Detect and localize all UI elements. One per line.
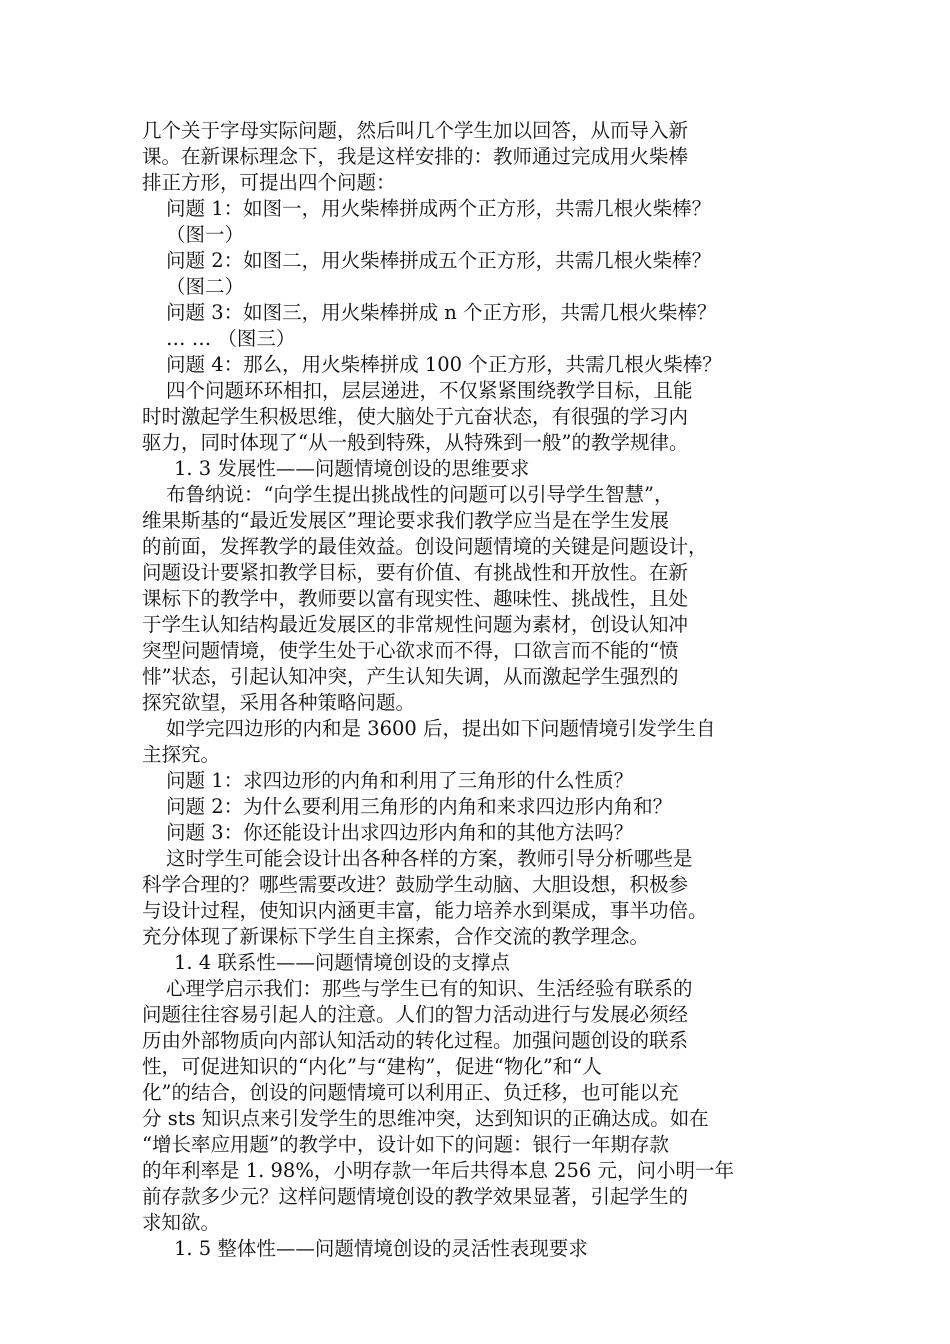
paragraph-line: 分 sts 知识点来引发学生的思维冲突，达到知识的正确达成。如在	[142, 1107, 709, 1130]
paragraph-line: 布鲁纳说：“向学生提出挑战性的问题可以引导学生智慧”，	[166, 483, 674, 506]
paragraph-line: 四个问题环环相扣，层层递进，不仅紧紧围绕教学目标，且能	[166, 379, 693, 402]
paragraph-line: 的前面，发挥教学的最佳效益。创设问题情境的关键是问题设计，	[142, 535, 708, 558]
paragraph-line: 心理学启示我们：那些与学生已有的知识、生活经验有联系的	[166, 977, 693, 1000]
question-line: 问题 2：如图二，用火柴棒拼成五个正方形，共需几根火柴棒？	[166, 249, 712, 272]
paragraph-line: 课标下的教学中，教师要以富有现实性、趣味性、挑战性，且处	[142, 587, 689, 610]
figure-caption: （图二）	[166, 275, 245, 298]
paragraph-line: 悱”状态，引起认知冲突，产生认知失调，从而激起学生强烈的	[142, 665, 679, 688]
question-line: 问题 1：如图一，用火柴棒拼成两个正方形，共需几根火柴棒？	[166, 197, 712, 220]
paragraph-line: 课。在新课标理念下，我是这样安排的：教师通过完成用火柴棒	[142, 145, 689, 168]
figure-caption: （图一）	[166, 223, 245, 246]
paragraph-line: 突型问题情境，使学生处于心欲求而不得，口欲言而不能的“愤	[142, 639, 679, 662]
paragraph-line: “增长率应用题”的教学中，设计如下的问题：银行一年期存款	[142, 1133, 669, 1156]
section-heading: 1. 4 联系性——问题情境创设的支撑点	[174, 951, 510, 974]
paragraph-line: 时时激起学生积极思维，使大脑处于亢奋状态，有很强的学习内	[142, 405, 689, 428]
section-heading: 1. 3 发展性——问题情境创设的思维要求	[174, 457, 530, 480]
paragraph-line: 于学生认知结构最近发展区的非常规性问题为素材，创设认知冲	[142, 613, 689, 636]
question-line: 问题 3：你还能设计出求四边形内角和的其他方法吗？	[166, 821, 634, 844]
question-line: 问题 2：为什么要利用三角形的内角和来求四边形内角和？	[166, 795, 673, 818]
paragraph-line: 主探究。	[142, 743, 221, 766]
paragraph-line: 问题往往容易引起人的注意。人们的智力活动进行与发展必须经	[142, 1003, 689, 1026]
paragraph-line: 驱力，同时体现了“从一般到特殊，从特殊到一般”的教学规律。	[142, 431, 689, 454]
paragraph-line: 排正方形，可提出四个问题：	[142, 171, 396, 194]
paragraph-line: 性，可促进知识的“内化”与“建构”，促进“物化”和“人	[142, 1055, 602, 1078]
figure-caption: … … （图三）	[166, 327, 296, 350]
paragraph-line: 充分体现了新课标下学生自主探索，合作交流的教学理念。	[142, 925, 650, 948]
paragraph-line: 化”的结合，创设的问题情境可以利用正、负迁移，也可能以充	[142, 1081, 679, 1104]
paragraph-line: 这时学生可能会设计出各种各样的方案，教师引导分析哪些是	[166, 847, 693, 870]
paragraph-line: 问题设计要紧扣教学目标，要有价值、有挑战性和开放性。在新	[142, 561, 689, 584]
question-line: 问题 3：如图三，用火柴棒拼成 n 个正方形，共需几根火柴棒？	[166, 301, 717, 324]
paragraph-line: 科学合理的？哪些需要改进？鼓励学生动脑、大胆设想，积极参	[142, 873, 689, 896]
paragraph-line: 几个关于字母实际问题，然后叫几个学生加以回答，从而导入新	[142, 119, 689, 142]
paragraph-line: 求知欲。	[142, 1211, 221, 1234]
paragraph-line: 探究欲望，采用各种策略问题。	[142, 691, 416, 714]
paragraph-line: 的年利率是 1. 98%，小明存款一年后共得本息 256 元，问小明一年	[142, 1159, 734, 1182]
document-body	[142, 118, 802, 1262]
paragraph-line: 维果斯基的“最近发展区”理论要求我们教学应当是在学生发展	[142, 509, 669, 532]
question-line: 问题 1：求四边形的内角和利用了三角形的什么性质？	[166, 769, 634, 792]
paragraph-line: 与设计过程，使知识内涵更丰富，能力培养水到渠成，事半功倍。	[142, 899, 708, 922]
paragraph-line: 前存款多少元？这样问题情境创设的教学效果显著，引起学生的	[142, 1185, 689, 1208]
paragraph-line: 如学完四边形的内和是 3600 后，提出如下问题情境引发学生自	[166, 717, 716, 740]
section-heading: 1. 5 整体性——问题情境创设的灵活性表现要求	[174, 1237, 588, 1260]
question-line: 问题 4：那么，用火柴棒拼成 100 个正方形，共需几根火柴棒？	[166, 353, 722, 376]
paragraph-line: 历由外部物质向内部认知活动的转化过程。加强问题创设的联系	[142, 1029, 689, 1052]
